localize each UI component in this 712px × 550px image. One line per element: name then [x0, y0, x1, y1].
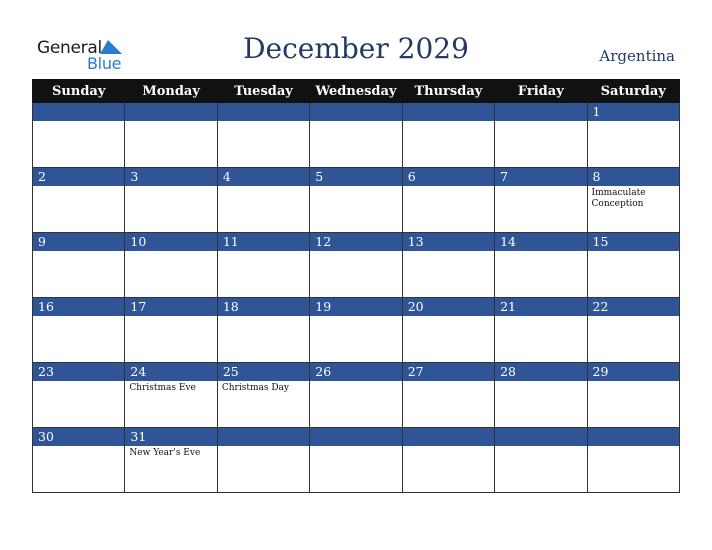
holiday-label — [125, 186, 216, 188]
day-cell — [33, 233, 125, 298]
day-number — [125, 103, 216, 121]
day-number: 19 — [310, 298, 401, 316]
day-number: 17 — [125, 298, 216, 316]
holiday-label — [310, 316, 401, 318]
day-cell — [125, 168, 217, 233]
day-cell — [217, 233, 309, 298]
day-number: 11 — [218, 233, 309, 251]
holiday-label — [403, 446, 494, 448]
day-number: 7 — [495, 168, 586, 186]
holiday-label — [310, 381, 401, 383]
holiday-label — [218, 316, 309, 318]
day-cell — [587, 363, 679, 428]
day-cell — [310, 103, 402, 168]
holiday-label — [495, 381, 586, 383]
day-cell — [125, 233, 217, 298]
day-cell — [495, 103, 587, 168]
week-row — [33, 103, 680, 168]
holiday-label — [403, 381, 494, 383]
page-title: December 2029 — [243, 32, 469, 65]
day-cell — [125, 363, 217, 428]
day-number: 15 — [588, 233, 679, 251]
logo-text-general: General — [37, 38, 102, 58]
weekday-header: Saturday — [587, 80, 679, 103]
day-cell — [495, 428, 587, 493]
holiday-label — [495, 186, 586, 188]
holiday-label — [33, 381, 124, 383]
day-number: 21 — [495, 298, 586, 316]
day-number: 24 — [125, 363, 216, 381]
country-label: Argentina — [599, 47, 675, 65]
day-number: 20 — [403, 298, 494, 316]
day-number — [403, 103, 494, 121]
day-cell — [587, 233, 679, 298]
day-number: 26 — [310, 363, 401, 381]
holiday-label: Christmas Day — [221, 383, 289, 393]
holiday-label — [310, 121, 401, 123]
day-cell — [217, 363, 309, 428]
day-cell — [125, 428, 217, 493]
day-cell — [495, 363, 587, 428]
day-cell — [402, 233, 494, 298]
day-number: 2 — [33, 168, 124, 186]
day-cell — [310, 233, 402, 298]
weekday-header: Sunday — [33, 80, 125, 103]
day-cell — [310, 363, 402, 428]
day-number: 3 — [125, 168, 216, 186]
day-number: 13 — [403, 233, 494, 251]
day-number: 4 — [218, 168, 309, 186]
day-number: 23 — [33, 363, 124, 381]
holiday-label — [495, 251, 586, 253]
week-row — [33, 363, 680, 428]
holiday-label — [403, 316, 494, 318]
day-cell — [217, 298, 309, 363]
holiday-label — [218, 446, 309, 448]
day-number: 30 — [33, 428, 124, 446]
holiday-label — [403, 251, 494, 253]
day-number: 27 — [403, 363, 494, 381]
day-number — [495, 428, 586, 446]
day-cell — [217, 428, 309, 493]
day-cell — [33, 428, 125, 493]
holiday-label — [588, 446, 679, 448]
holiday-label — [33, 251, 124, 253]
day-number — [495, 103, 586, 121]
holiday-label — [588, 121, 679, 123]
day-cell — [402, 168, 494, 233]
weekday-header: Wednesday — [310, 80, 402, 103]
holiday-label — [33, 121, 124, 123]
day-cell — [587, 168, 679, 233]
holiday-label: New Year's Eve — [129, 448, 201, 458]
week-row — [33, 428, 680, 493]
holiday-label — [310, 186, 401, 188]
holiday-label — [33, 186, 124, 188]
day-number: 9 — [33, 233, 124, 251]
calendar-body — [33, 103, 680, 493]
day-number: 22 — [588, 298, 679, 316]
holiday-label — [125, 316, 216, 318]
holiday-label — [218, 121, 309, 123]
holiday-label — [310, 446, 401, 448]
week-row — [33, 168, 680, 233]
holiday-label — [33, 316, 124, 318]
day-number: 31 — [125, 428, 216, 446]
day-number — [403, 428, 494, 446]
day-number — [310, 103, 401, 121]
holiday-label — [495, 446, 586, 448]
day-cell — [402, 103, 494, 168]
day-cell — [310, 168, 402, 233]
day-number: 29 — [588, 363, 679, 381]
day-number: 8 — [588, 168, 679, 186]
day-number: 1 — [588, 103, 679, 121]
day-cell — [495, 168, 587, 233]
logo-text-blue: Blue — [87, 54, 122, 73]
day-cell — [587, 298, 679, 363]
weekday-header: Monday — [125, 80, 217, 103]
day-cell — [587, 103, 679, 168]
day-cell — [310, 428, 402, 493]
day-cell — [495, 233, 587, 298]
weekday-header: Friday — [495, 80, 587, 103]
day-number — [218, 103, 309, 121]
calendar-grid — [32, 79, 680, 493]
holiday-label — [588, 381, 679, 383]
day-cell — [495, 298, 587, 363]
day-cell — [125, 103, 217, 168]
day-number — [218, 428, 309, 446]
holiday-label — [588, 316, 679, 318]
weekday-header: Thursday — [402, 80, 494, 103]
holiday-label — [125, 251, 216, 253]
day-cell — [33, 298, 125, 363]
day-cell — [587, 428, 679, 493]
day-cell — [402, 363, 494, 428]
holiday-label — [403, 186, 494, 188]
day-number: 14 — [495, 233, 586, 251]
week-row — [33, 298, 680, 363]
holiday-label — [218, 251, 309, 253]
day-number: 25 — [218, 363, 309, 381]
holiday-label: Christmas Eve — [129, 383, 196, 393]
day-number: 10 — [125, 233, 216, 251]
holiday-label — [495, 121, 586, 123]
week-row — [33, 233, 680, 298]
holiday-label — [218, 186, 309, 188]
day-cell — [33, 168, 125, 233]
day-number: 16 — [33, 298, 124, 316]
holiday-label — [125, 121, 216, 123]
day-number: 6 — [403, 168, 494, 186]
holiday-label — [495, 316, 586, 318]
day-number — [33, 103, 124, 121]
day-cell — [310, 298, 402, 363]
holiday-label: Immaculate Conception — [591, 188, 646, 209]
holiday-label — [588, 251, 679, 253]
day-cell — [217, 103, 309, 168]
day-number: 18 — [218, 298, 309, 316]
day-cell — [125, 298, 217, 363]
weekday-header-row — [33, 80, 680, 103]
day-number: 12 — [310, 233, 401, 251]
weekday-header: Tuesday — [217, 80, 309, 103]
day-number: 28 — [495, 363, 586, 381]
day-cell — [402, 428, 494, 493]
day-cell — [33, 363, 125, 428]
day-number — [588, 428, 679, 446]
holiday-label — [403, 121, 494, 123]
day-cell — [402, 298, 494, 363]
holiday-label — [33, 446, 124, 448]
day-cell — [33, 103, 125, 168]
day-number: 5 — [310, 168, 401, 186]
day-number — [310, 428, 401, 446]
holiday-label — [310, 251, 401, 253]
day-cell — [217, 168, 309, 233]
